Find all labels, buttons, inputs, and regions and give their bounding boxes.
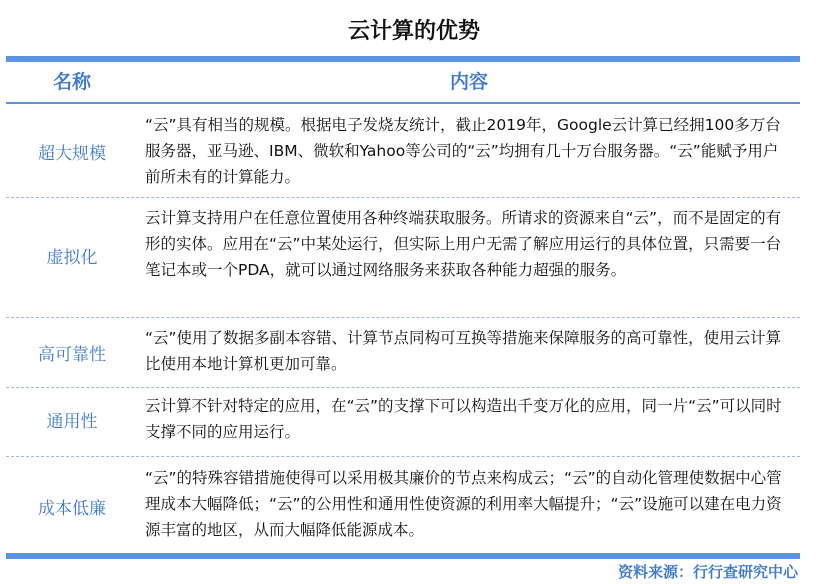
row-divider (6, 456, 800, 457)
row-content-scale: “云”具有相当的规模。根据电子发烧友统计，截止2019年，Google云计算已经拥100多万台服务器，亚马逊、IBM、微软和Yahoo等公司的“云”均拥有几十万台服务器。“云”能赋予用户前所未有的计算能力。 (145, 116, 781, 186)
table-header (6, 62, 800, 102)
row-divider (6, 387, 800, 388)
bottom-bar (6, 553, 800, 559)
source-note: 资料来源：行行查研究中心 (617, 563, 798, 581)
row-content-reliability: “云”使用了数据多副本容错、计算节点同构可互换等措施来保障服务的高可靠性，使用云计算比使用本地计算机更加可靠。 (145, 329, 782, 373)
row-name-virtualization: 虚拟化 (46, 248, 98, 268)
header-divider (6, 102, 800, 104)
row-name-scale: 超大规模 (38, 144, 106, 164)
page-title: 云计算的优势 (347, 19, 480, 44)
row-content-low-cost: “云”的特殊容错措施使得可以采用极其廉价的节点来构成云；“云”的自动化管理使数据中心管理成本大幅降低；“云”的公用性和通用性使资源的利用率大幅提升；“云”设施可以建在电力资源丰富的地区，从而大幅降低能源成本。 (145, 469, 782, 539)
header-name: 名称 (52, 71, 91, 93)
row-name-low-cost: 成本低廉 (38, 499, 106, 519)
row-name-reliability: 高可靠性 (38, 345, 106, 365)
row-divider (6, 197, 800, 198)
header-content: 内容 (449, 71, 488, 93)
row-divider (6, 317, 800, 318)
row-content-generality: 云计算不针对特定的应用，在“云”的支撑下可以构造出千变万化的应用，同一片“云”可以同时支撑不同的应用运行。 (145, 397, 782, 441)
row-name-generality: 通用性 (46, 412, 98, 432)
row-content-virtualization: 云计算支持用户在任意位置使用各种终端获取服务。所请求的资源来自“云”，而不是固定的有形的实体。应用在“云”中某处运行，但实际上用户无需了解应用运行的具体位置，只需要一台笔记本或一个PDA，就可以通过网络服务来获取各种能力超强的服务。 (145, 209, 782, 279)
